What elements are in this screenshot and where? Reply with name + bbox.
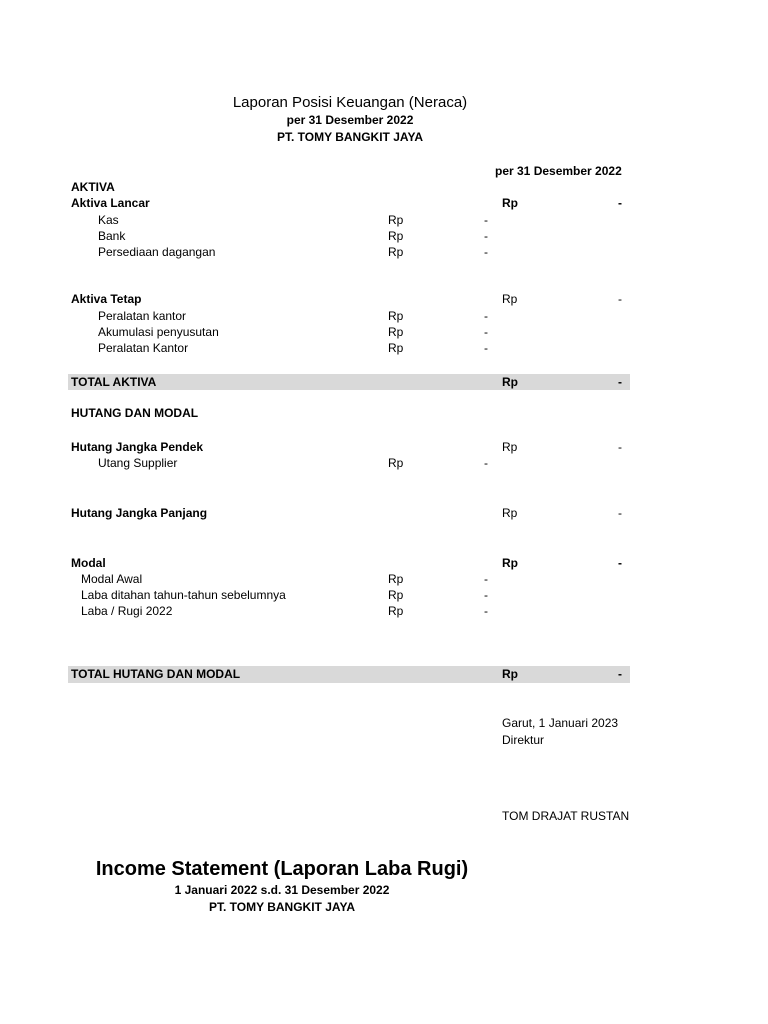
row-currency: Rp — [388, 341, 404, 355]
row-label: Hutang Jangka Panjang — [71, 506, 208, 520]
row-value: - — [484, 245, 488, 259]
row-currency: Rp — [502, 375, 518, 389]
row-currency: Rp — [502, 440, 518, 454]
row-label: Hutang Jangka Pendek — [71, 440, 204, 454]
row-currency: Rp — [388, 325, 404, 339]
section-hutang-modal: HUTANG DAN MODAL — [71, 406, 199, 420]
row-label: Peralatan kantor — [98, 309, 187, 323]
row-value: - — [618, 375, 622, 389]
section-aktiva: AKTIVA — [71, 180, 115, 194]
balance-sheet-company: PT. TOMY BANGKIT JAYA — [276, 130, 424, 144]
row-label: Aktiva Tetap — [71, 292, 142, 306]
row-label: Laba ditahan tahun-tahun sebelumnya — [81, 588, 286, 602]
row-value: - — [484, 213, 488, 227]
row-value: - — [484, 604, 488, 618]
row-label: TOTAL AKTIVA — [71, 375, 157, 389]
row-currency: Rp — [502, 196, 518, 210]
row-label: Utang Supplier — [98, 456, 178, 470]
row-value: - — [618, 667, 622, 681]
signature-role: Direktur — [502, 733, 545, 747]
row-value: - — [484, 588, 488, 602]
income-statement-title: Income Statement (Laporan Laba Rugi) — [95, 858, 469, 880]
row-label: Peralatan Kantor — [98, 341, 189, 355]
row-value: - — [618, 556, 622, 570]
row-currency: Rp — [388, 229, 404, 243]
row-value: - — [484, 456, 488, 470]
row-label: Akumulasi penyusutan — [98, 325, 219, 339]
row-currency: Rp — [388, 309, 404, 323]
row-label: TOTAL HUTANG DAN MODAL — [71, 667, 241, 681]
row-value: - — [618, 292, 622, 306]
row-value: - — [484, 325, 488, 339]
row-currency: Rp — [388, 588, 404, 602]
row-currency: Rp — [388, 213, 404, 227]
row-value: - — [484, 341, 488, 355]
row-value: - — [618, 196, 622, 210]
column-header-date: per 31 Desember 2022 — [495, 164, 622, 178]
row-label: Kas — [98, 213, 119, 227]
row-label: Modal Awal — [81, 572, 143, 586]
row-value: - — [484, 309, 488, 323]
row-value: - — [484, 229, 488, 243]
row-currency: Rp — [502, 506, 518, 520]
signature-name: TOM DRAJAT RUSTAN — [502, 809, 630, 823]
row-currency: Rp — [502, 667, 518, 681]
row-label: Modal — [71, 556, 106, 570]
signature-place-date: Garut, 1 Januari 2023 — [502, 716, 619, 730]
row-value: - — [484, 572, 488, 586]
row-label: Bank — [98, 229, 126, 243]
row-value: - — [618, 440, 622, 454]
balance-sheet-subtitle: per 31 Desember 2022 — [286, 113, 414, 127]
row-label: Laba / Rugi 2022 — [81, 604, 173, 618]
row-label: Aktiva Lancar — [71, 196, 150, 210]
income-statement-subtitle: 1 Januari 2022 s.d. 31 Desember 2022 — [174, 883, 390, 897]
row-currency: Rp — [502, 556, 518, 570]
row-currency: Rp — [388, 604, 404, 618]
row-currency: Rp — [388, 456, 404, 470]
balance-sheet-title: Laporan Posisi Keuangan (Neraca) — [232, 94, 468, 111]
income-statement-company: PT. TOMY BANGKIT JAYA — [208, 900, 356, 914]
row-value: - — [618, 506, 622, 520]
row-label: Persediaan dagangan — [98, 245, 216, 259]
row-currency: Rp — [388, 245, 404, 259]
row-currency: Rp — [502, 292, 518, 306]
row-currency: Rp — [388, 572, 404, 586]
